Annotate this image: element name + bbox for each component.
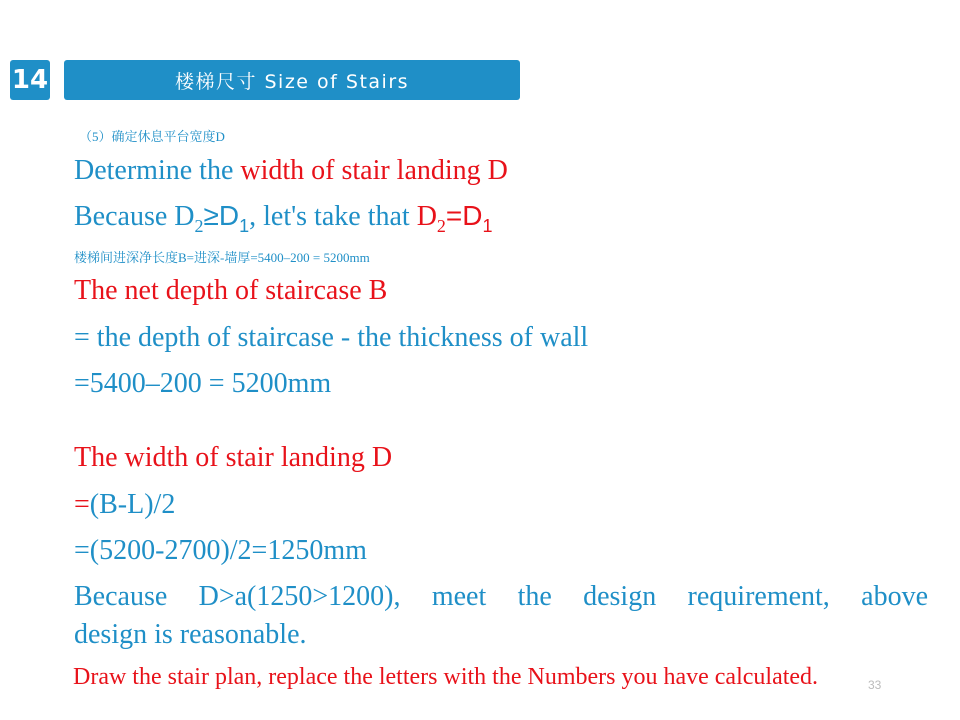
determine-highlight: width of stair landing D [240,155,508,186]
net-depth-heading: The net depth of staircase B [74,275,388,306]
determine-text: Determine the [74,155,241,186]
page-number: 33 [868,678,882,692]
because-subscript: 2 [436,216,446,236]
landing-heading: The width of stair landing D [74,442,393,473]
landing-formula-equals: = [74,489,90,520]
landing-value: =(5200-2700)/2=1250mm [74,535,367,566]
landing-formula-expression: (B-L)/2 [89,489,176,520]
determine-line [74,155,508,187]
depth-formula: = the depth of staircase - the thickness of wall [74,322,589,353]
because-text: Because D [74,201,195,232]
because-line [74,200,493,237]
because-highlight: =D [445,200,483,231]
depth-chinese: 楼梯间进深净长度B=进深-墙厚=5400–200 = 5200mm [74,250,370,265]
because-symbol: ≥D [203,200,240,231]
because-subscript: 1 [239,216,250,236]
step-5-chinese: （5）确定休息平台宽度D [79,129,225,144]
because-highlight: D [416,201,437,232]
because-text: , let's take that [249,201,417,232]
conclusion-line-1: Because D>a(1250>1200), meet the design requirement, above [74,581,928,612]
instruction-note: Draw the stair plan, replace the letters with the Numbers you have calculated. [73,664,819,690]
because-subscript: 2 [194,216,204,236]
depth-value: =5400–200 = 5200mm [74,368,332,399]
because-subscript: 1 [482,216,493,236]
slide-number-badge: 14 [10,60,50,100]
slide-title: 楼梯尺寸 Size of Stairs [174,70,410,93]
landing-formula [74,489,175,521]
slide-title-bar [64,60,520,100]
conclusion-line-2: design is reasonable. [74,619,307,650]
